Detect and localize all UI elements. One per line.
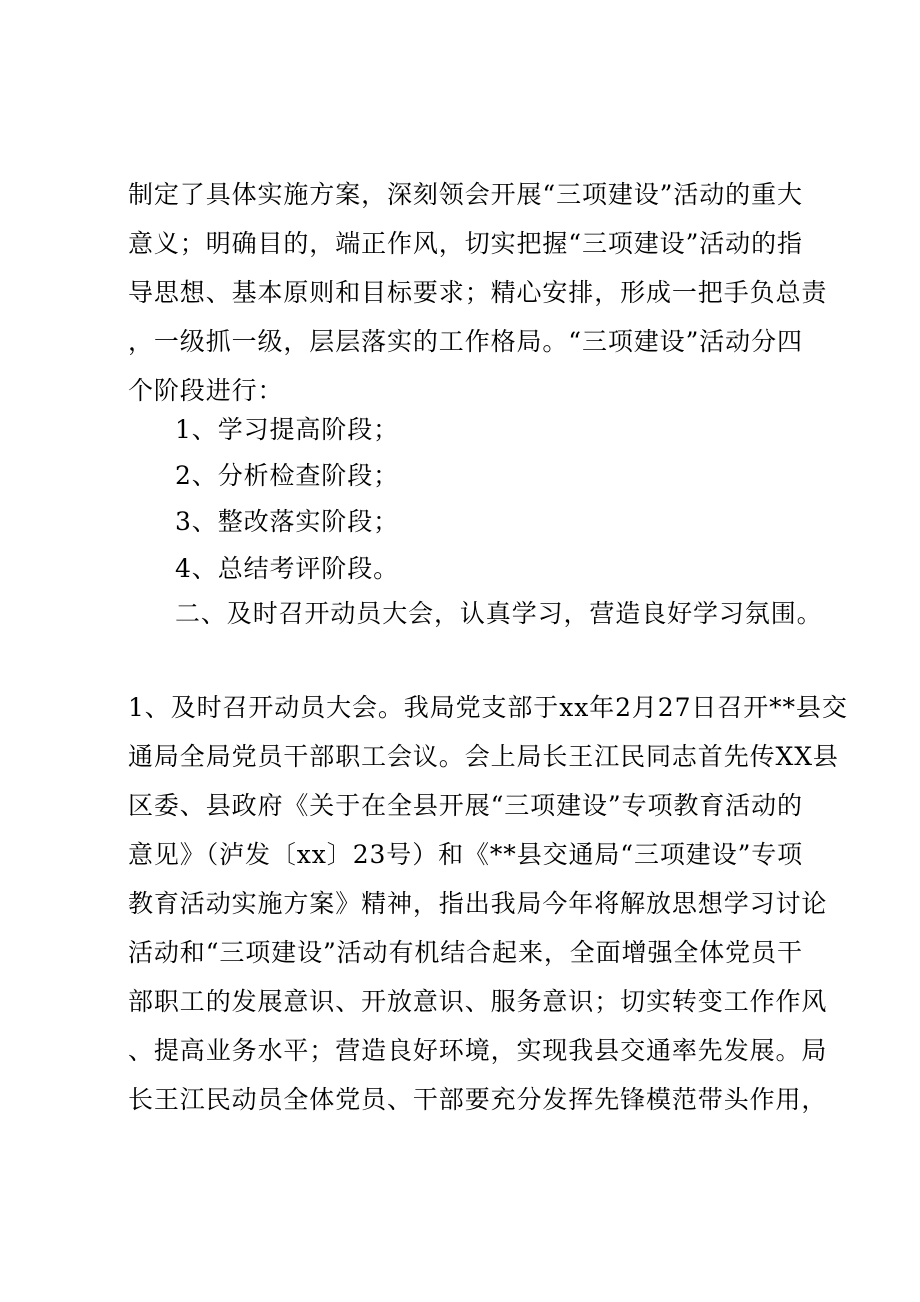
paragraph-1-line-4: ，一级抓一级，层层落实的工作格局。“三项建设”活动分四 <box>128 327 803 356</box>
paragraph-2-line-3: 区委、县政府《关于在全县开展“三项建设”专项教育活动的 <box>128 791 803 820</box>
stage-item-3: 3、整改落实阶段； <box>175 507 400 536</box>
stage-item-4: 4、总结考评阶段。 <box>175 554 400 583</box>
paragraph-2-line-5: 教育活动实施方案》精神，指出我局今年将解放思想学习讨论 <box>128 889 828 918</box>
paragraph-2-line-6: 活动和“三项建设”活动有机结合起来，全面增强全体党员干 <box>128 938 803 967</box>
paragraph-2-line-2: 通局全局党员干部职工会议。会上局长王江民同志首先传XX县 <box>128 742 839 771</box>
paragraph-2-line-8: 、提高业务水平；营造良好环境，实现我县交通率先发展。局 <box>128 1036 828 1065</box>
paragraph-2-line-7: 部职工的发展意识、开放意识、服务意识；切实转变工作作风 <box>128 987 828 1016</box>
paragraph-1-line-3: 导思想、基本原则和目标要求；精心安排，形成一把手负总责 <box>128 278 828 307</box>
stage-item-2: 2、分析检查阶段； <box>175 461 400 490</box>
paragraph-2-line-4: 意见》（泸发〔xx〕23号）和《**县交通局“三项建设”专项 <box>128 840 804 869</box>
paragraph-1-line-1: 制定了具体实施方案，深刻领会开展“三项建设”活动的重大 <box>128 180 803 209</box>
paragraph-2-line-1: 1、及时召开动员大会。我局党支部于xx年2月27日召开**县交 <box>128 693 848 722</box>
paragraph-2-line-9: 长王江民动员全体党员、干部要充分发挥先锋模范带头作用， <box>128 1085 828 1114</box>
paragraph-1-line-5: 个阶段进行： <box>128 376 284 405</box>
section-heading: 二、及时召开动员大会，认真学习，营造良好学习氛围。 <box>175 599 823 628</box>
paragraph-1-line-2: 意义；明确目的，端正作风，切实把握“三项建设”活动的指 <box>128 229 803 258</box>
stage-item-1: 1、学习提高阶段； <box>175 415 400 444</box>
